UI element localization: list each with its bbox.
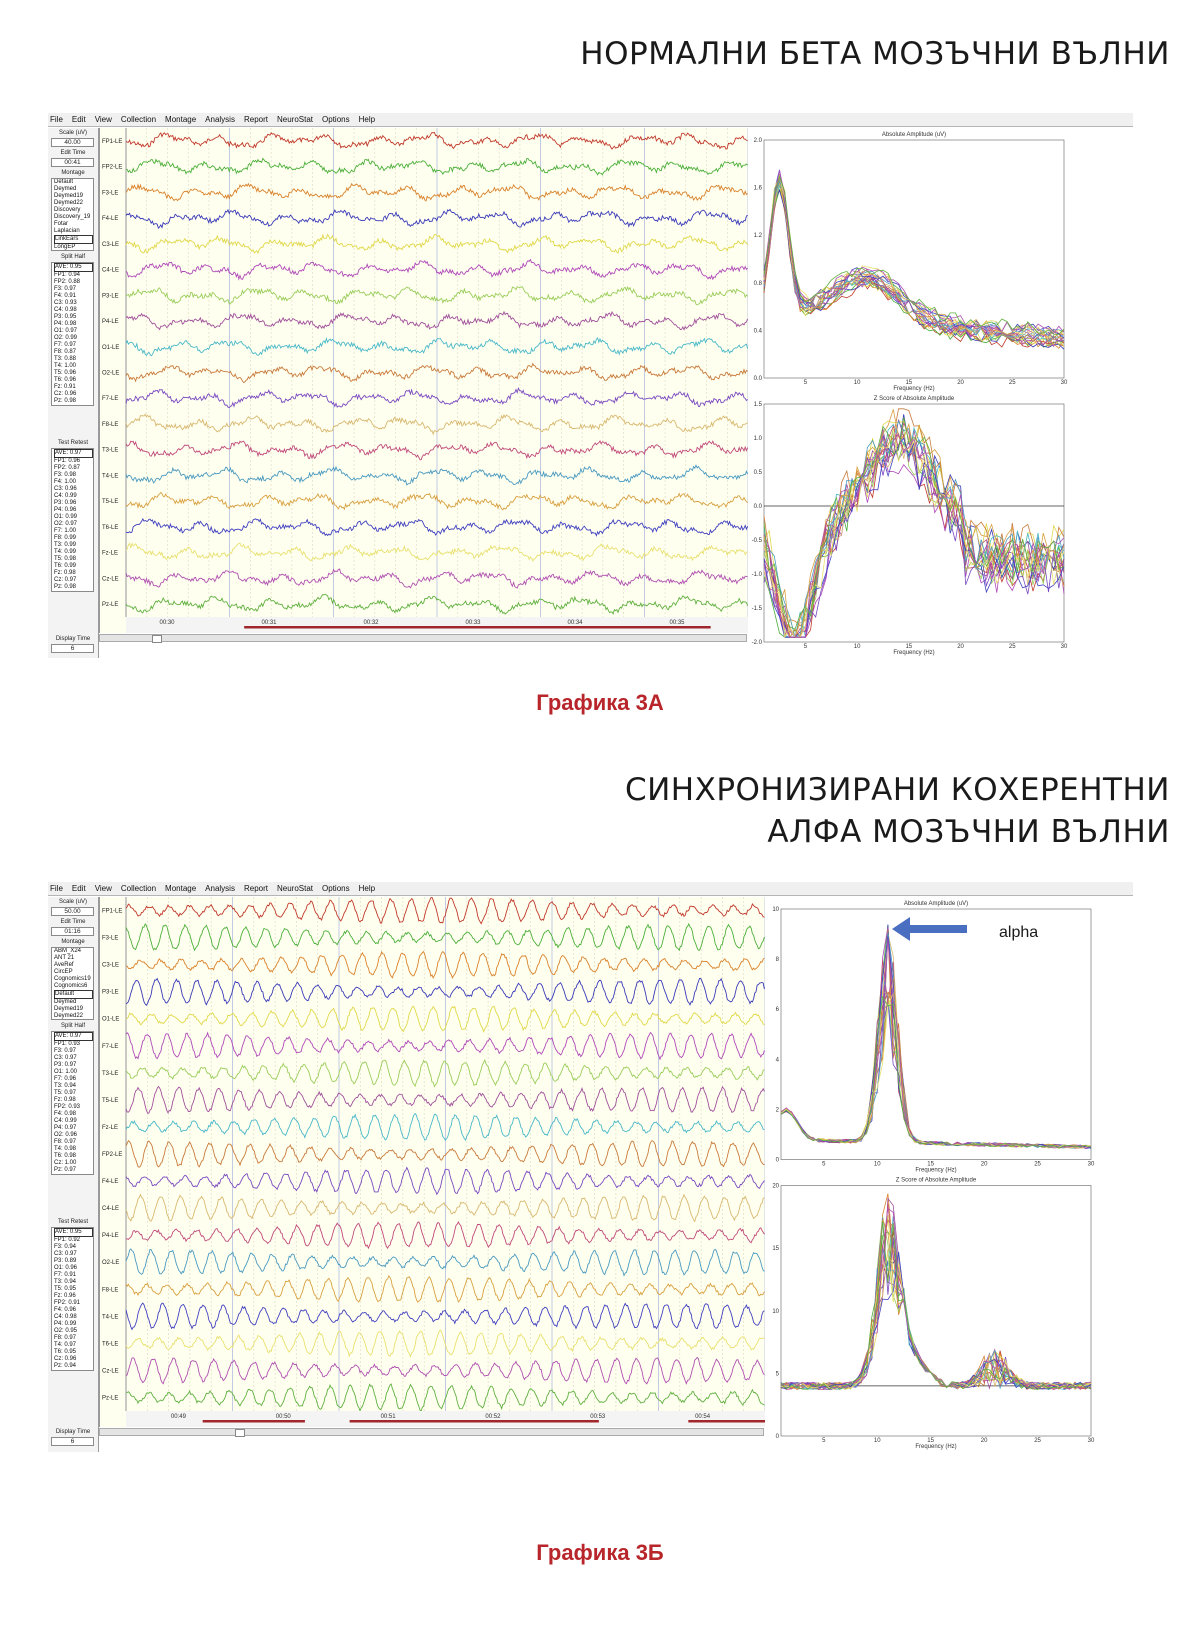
edit-time-field[interactable]: 00:41	[51, 158, 94, 167]
caption-a: Графика 3А	[536, 690, 664, 715]
channel-label: C3-LE	[102, 241, 120, 248]
channel-label: Pz-LE	[102, 1395, 119, 1402]
channel-label: F3-LE	[102, 190, 119, 197]
list-item[interactable]: T4: 0.98	[54, 1146, 77, 1152]
y-tick: 10	[772, 907, 779, 913]
montage-list[interactable]	[51, 947, 94, 1020]
menu-item-view[interactable]: View	[94, 115, 112, 124]
menu-item-edit[interactable]: Edit	[71, 884, 86, 893]
edit-time-label: Edit Time	[60, 919, 86, 925]
time-tick: 00:52	[485, 1414, 501, 1420]
edit-time-field[interactable]: 01:16	[51, 927, 94, 936]
x-tick: 15	[905, 644, 913, 650]
plot-title: Absolute Amplitude (uV)	[903, 901, 969, 907]
list-item[interactable]: Pz: 0.98	[54, 398, 77, 404]
y-tick: 6	[775, 1007, 779, 1014]
channel-label: F3-LE	[102, 935, 119, 942]
list-item[interactable]: C3: 0.93	[54, 300, 77, 306]
x-tick: 20	[957, 380, 964, 386]
list-item[interactable]: O1: 0.97	[54, 328, 78, 334]
list-item[interactable]: P4: 0.96	[54, 507, 77, 513]
time-tick: 00:50	[275, 1414, 291, 1420]
list-item[interactable]: Deymed22	[54, 1013, 84, 1019]
eeg-trace-area[interactable]	[99, 897, 765, 1427]
channel-label: P3-LE	[102, 293, 119, 300]
edit-time-label: Edit Time	[60, 150, 86, 156]
list-item[interactable]: FP1: 0.96	[54, 458, 81, 464]
scale-field[interactable]: 50.00	[51, 907, 94, 916]
channel-label: Cz-LE	[102, 1368, 119, 1375]
list-item[interactable]: T6: 0.96	[54, 377, 77, 383]
list-item[interactable]: C4: 0.99	[54, 1118, 77, 1124]
list-item[interactable]: Cz: 0.97	[54, 577, 77, 583]
y-tick: 1.2	[753, 233, 762, 240]
time-tick: 00:31	[261, 620, 277, 626]
test-retest-label: Test Retest	[57, 1219, 88, 1225]
y-tick: -1.5	[751, 606, 762, 612]
control-sidebar	[48, 128, 99, 658]
list-item[interactable]: C4: 0.99	[54, 493, 77, 499]
list-item[interactable]: Discovery	[54, 207, 81, 213]
display-time-label: Display Time	[55, 636, 91, 642]
channel-label: T4-LE	[102, 1314, 119, 1321]
x-tick: 30	[1060, 644, 1068, 650]
y-tick: 0.0	[753, 376, 762, 382]
list-item[interactable]: Pz: 0.98	[54, 584, 77, 590]
y-tick: -2.0	[751, 640, 762, 646]
menu-item-montage[interactable]: Montage	[165, 884, 197, 893]
x-tick: 30	[1087, 1438, 1095, 1444]
split-half-label: Split Half	[60, 1023, 85, 1029]
list-item[interactable]: Default	[54, 179, 74, 185]
test-retest-list[interactable]	[51, 448, 94, 592]
list-item[interactable]: F7: 0.97	[54, 342, 77, 348]
list-item[interactable]: T3: 0.99	[54, 542, 77, 548]
list-item[interactable]: Fz: 0.96	[54, 1293, 76, 1299]
x-axis-label: Frequency (Hz)	[915, 1167, 957, 1174]
list-item[interactable]: FP1: 0.93	[54, 1041, 81, 1047]
y-tick: 10	[772, 1308, 779, 1315]
list-item[interactable]: Deymed	[54, 999, 77, 1005]
channel-label: O1-LE	[102, 1016, 120, 1023]
list-item[interactable]: Fz: 0.91	[54, 384, 76, 390]
x-tick: 10	[873, 1161, 881, 1168]
x-tick: 5	[803, 644, 808, 650]
channel-label: O1-LE	[102, 344, 120, 351]
channel-label: C4-LE	[102, 1206, 120, 1213]
menu-item-options[interactable]: Options	[322, 884, 350, 893]
y-tick: 0.5	[753, 470, 762, 476]
menu-item-report[interactable]: Report	[243, 115, 268, 124]
list-item[interactable]: Fz: 0.98	[54, 1097, 76, 1103]
list-item[interactable]: O1: 1.00	[54, 1069, 78, 1075]
list-item[interactable]: F7: 0.96	[54, 1076, 77, 1082]
channel-label: FP2-LE	[102, 164, 123, 171]
list-item[interactable]: Deymed	[54, 186, 77, 192]
display-time-label: Display Time	[55, 1429, 91, 1435]
channel-label: FP1-LE	[102, 908, 123, 915]
list-item[interactable]: F7: 0.91	[54, 1272, 77, 1278]
list-item[interactable]: LongEP	[54, 244, 76, 250]
list-item[interactable]: Cz: 1.00	[54, 1160, 77, 1166]
test-retest-list[interactable]	[51, 1227, 94, 1371]
channel-label: T3-LE	[102, 1070, 119, 1077]
y-tick: 2	[775, 1107, 779, 1114]
x-tick: 5	[803, 380, 808, 386]
menu-bar	[48, 882, 1133, 896]
x-axis-label: Frequency (Hz)	[893, 386, 935, 392]
y-tick: 5	[775, 1371, 779, 1378]
time-scrollbar[interactable]	[99, 1428, 764, 1436]
plot-title: Z Score of Absolute Amplitude	[895, 1177, 977, 1184]
list-item[interactable]: FP2: 0.91	[54, 1300, 81, 1306]
time-tick: 00:51	[380, 1414, 396, 1420]
title-a: НОРМАЛНИ БЕТА МОЗЪЧНИ ВЪЛНИ	[580, 36, 1170, 72]
menu-item-collection[interactable]: Collection	[120, 115, 157, 124]
channel-label: O2-LE	[102, 370, 120, 377]
control-sidebar	[48, 897, 99, 1452]
y-tick: 0.4	[753, 328, 762, 335]
title-b-line1: СИНХРОНИЗИРАНИ КОХЕРЕНТНИ	[624, 772, 1170, 808]
x-tick: 25	[1034, 1161, 1041, 1168]
caption-b: Графика 3Б	[536, 1540, 664, 1565]
channel-label: F8-LE	[102, 1287, 119, 1294]
x-tick: 5	[822, 1161, 826, 1168]
absolute-amplitude-plot	[772, 901, 1095, 1174]
x-tick: 5	[822, 1438, 826, 1444]
scale-label: Scale (uV)	[58, 130, 87, 136]
x-tick: 30	[1060, 380, 1068, 386]
time-tick: 00:32	[363, 620, 379, 626]
y-tick: 1.6	[753, 185, 762, 192]
list-item[interactable]: F8: 0.97	[54, 1335, 77, 1341]
scroll-thumb[interactable]	[152, 635, 162, 643]
list-item[interactable]: ABM_X24	[54, 948, 82, 954]
list-item[interactable]: AveRef	[54, 962, 74, 968]
channel-label: P3-LE	[102, 989, 119, 996]
y-tick: 4	[775, 1057, 779, 1064]
channel-label: Cz-LE	[102, 576, 119, 583]
split-half-label: Split Half	[60, 254, 85, 260]
eeg-trace-area[interactable]	[99, 128, 748, 633]
x-tick: 20	[980, 1161, 988, 1168]
list-item[interactable]: Cognomics6	[54, 983, 88, 989]
list-item[interactable]: T4: 1.00	[54, 363, 77, 369]
list-item[interactable]: ANT 21	[54, 955, 75, 961]
x-axis-label: Frequency (Hz)	[893, 650, 935, 656]
test-retest-label: Test Retest	[57, 440, 88, 446]
x-tick: 25	[1008, 380, 1016, 386]
channel-label: FP1-LE	[102, 138, 123, 145]
channel-label: F7-LE	[102, 396, 119, 403]
y-tick: 0.0	[753, 504, 762, 510]
artifact-free-segment	[203, 1420, 305, 1423]
channel-label: P4-LE	[102, 319, 119, 326]
x-tick: 15	[927, 1161, 934, 1168]
channel-label: O2-LE	[102, 1260, 120, 1267]
channel-label: F4-LE	[102, 1179, 119, 1186]
x-tick: 10	[853, 644, 861, 650]
list-item[interactable]: T5: 0.96	[54, 370, 77, 376]
x-tick: 15	[927, 1438, 934, 1444]
list-item[interactable]: O2: 0.95	[54, 1328, 78, 1334]
menu-item-neurostat[interactable]: NeuroStat	[276, 115, 314, 124]
list-item[interactable]: F4: 0.96	[54, 1307, 77, 1313]
channel-label: Fz-LE	[102, 1124, 119, 1131]
x-tick: 15	[905, 380, 913, 386]
channel-label: T5-LE	[102, 1097, 119, 1104]
y-tick: -1.0	[751, 572, 762, 578]
menu-bar	[48, 113, 1133, 127]
list-item[interactable]: F3: 0.98	[54, 472, 77, 478]
menu-item-help[interactable]: Help	[358, 115, 376, 124]
list-item[interactable]: T5: 0.97	[54, 1090, 77, 1096]
list-item[interactable]: C4: 0.98	[54, 307, 77, 313]
x-tick: 30	[1087, 1161, 1095, 1168]
montage-label: Montage	[61, 939, 85, 945]
x-tick: 10	[873, 1438, 881, 1444]
list-item[interactable]: Default	[54, 990, 93, 999]
list-item[interactable]: C3: 0.97	[54, 1251, 77, 1257]
list-item[interactable]: P4: 0.99	[54, 1321, 77, 1327]
split-half-list[interactable]	[51, 1031, 94, 1175]
list-item[interactable]: T5: 0.98	[54, 556, 77, 562]
list-item[interactable]: F7: 1.00	[54, 528, 77, 534]
list-item[interactable]: C3: 0.97	[54, 1055, 77, 1061]
list-item[interactable]: F8: 0.99	[54, 535, 77, 541]
list-item[interactable]: AVE: 0.97	[54, 449, 93, 458]
x-tick: 20	[957, 644, 964, 650]
list-item[interactable]: Cognomics19	[54, 976, 91, 982]
list-item[interactable]: AVE: 0.95	[54, 1228, 93, 1237]
x-tick: 20	[980, 1438, 988, 1444]
channel-label: T5-LE	[102, 499, 119, 506]
list-item[interactable]: FP2: 0.87	[54, 465, 81, 471]
list-item[interactable]: F3: 0.97	[54, 286, 77, 292]
list-item[interactable]: T3: 0.94	[54, 1279, 77, 1285]
artifact-free-segment	[350, 1420, 599, 1423]
list-item[interactable]: T5: 0.95	[54, 1286, 77, 1292]
y-tick: 0.8	[753, 280, 762, 287]
montage-list[interactable]	[51, 178, 94, 251]
list-item[interactable]: FP1: 0.92	[54, 1237, 81, 1243]
plot-title: Absolute Amplitude (uV)	[881, 132, 947, 138]
time-tick: 00:35	[669, 620, 685, 626]
menu-item-collection[interactable]: Collection	[120, 884, 157, 893]
x-tick: 25	[1008, 644, 1016, 650]
scroll-thumb[interactable]	[235, 1429, 245, 1437]
alpha-annotation: alpha	[999, 924, 1039, 941]
list-item[interactable]: F4: 0.98	[54, 1111, 77, 1117]
channel-label: Pz-LE	[102, 602, 119, 609]
channel-label: P4-LE	[102, 1233, 119, 1240]
menu-item-report[interactable]: Report	[243, 884, 268, 893]
y-tick: 20	[772, 1183, 779, 1190]
list-item[interactable]: FP2: 0.93	[54, 1104, 81, 1110]
list-item[interactable]: T3: 0.94	[54, 1083, 77, 1089]
list-item[interactable]: Pz: 0.94	[54, 1363, 77, 1369]
channel-label: C3-LE	[102, 962, 120, 969]
channel-label: F7-LE	[102, 1043, 119, 1050]
list-item[interactable]: F8: 0.87	[54, 349, 77, 355]
list-item[interactable]: P3: 0.96	[54, 500, 77, 506]
display-time-field[interactable]: 6	[51, 644, 94, 653]
absolute-amplitude-plot	[754, 132, 1068, 392]
menu-item-montage[interactable]: Montage	[165, 115, 197, 124]
channel-label: F8-LE	[102, 421, 119, 428]
list-item[interactable]: Laplacian	[54, 228, 80, 234]
channel-label: C4-LE	[102, 267, 120, 274]
list-item[interactable]: P3: 0.95	[54, 314, 77, 320]
channel-label: T4-LE	[102, 473, 119, 480]
list-item[interactable]: P3: 0.97	[54, 1062, 77, 1068]
y-tick: 0	[775, 1157, 779, 1164]
list-item[interactable]: Discovery_19	[54, 214, 91, 220]
channel-label: T6-LE	[102, 1341, 119, 1348]
list-item[interactable]: Pz: 0.97	[54, 1167, 77, 1173]
list-item[interactable]: Cz: 0.96	[54, 1356, 77, 1362]
list-item[interactable]: Fz: 0.98	[54, 570, 76, 576]
list-item[interactable]: F3: 0.97	[54, 1048, 77, 1054]
menu-item-file[interactable]: File	[50, 884, 63, 893]
y-tick: 8	[775, 957, 779, 964]
spectrum-panel	[750, 128, 1070, 656]
y-tick: 0	[775, 1434, 779, 1440]
time-tick: 00:49	[170, 1414, 186, 1420]
list-item[interactable]: O2: 0.97	[54, 521, 78, 527]
list-item[interactable]: C4: 0.98	[54, 1314, 77, 1320]
menu-item-edit[interactable]: Edit	[71, 115, 86, 124]
channel-label: F4-LE	[102, 216, 119, 223]
list-item[interactable]: T4: 0.99	[54, 549, 77, 555]
artifact-free-segment	[244, 626, 711, 629]
zscore-plot	[772, 1178, 1095, 1451]
menu-item-help[interactable]: Help	[358, 884, 376, 893]
list-item[interactable]: FP2: 0.88	[54, 279, 81, 285]
menu-item-analysis[interactable]: Analysis	[205, 115, 235, 124]
neuroguide-window-b	[48, 882, 1133, 1452]
list-item[interactable]: F4: 1.00	[54, 479, 77, 485]
x-tick: 25	[1034, 1438, 1041, 1444]
display-time-field[interactable]: 6	[51, 1437, 94, 1446]
list-item[interactable]: Fotar	[54, 221, 69, 227]
y-tick: -0.5	[751, 538, 762, 544]
time-tick: 00:30	[159, 620, 175, 626]
menu-item-view[interactable]: View	[94, 884, 112, 893]
y-tick: 2.0	[753, 138, 762, 144]
list-item[interactable]: O2: 0.99	[54, 335, 78, 341]
menu-item-analysis[interactable]: Analysis	[205, 884, 235, 893]
list-item[interactable]: T6: 0.95	[54, 1349, 77, 1355]
montage-label: Montage	[61, 170, 85, 176]
x-tick: 10	[853, 380, 861, 386]
list-item[interactable]: O1: 0.99	[54, 514, 78, 520]
time-tick: 00:34	[567, 620, 583, 626]
time-tick: 00:33	[465, 620, 481, 626]
list-item[interactable]: O1: 0.96	[54, 1265, 78, 1271]
list-item[interactable]: AVE: 0.97	[54, 1032, 93, 1041]
menu-item-neurostat[interactable]: NeuroStat	[276, 884, 314, 893]
split-half-list[interactable]	[51, 262, 94, 406]
zscore-plot	[752, 396, 1068, 656]
title-b-line2: АЛФА МОЗЪЧНИ ВЪЛНИ	[767, 814, 1170, 850]
list-item[interactable]: F8: 0.97	[54, 1139, 77, 1145]
y-tick: 15	[772, 1246, 779, 1253]
channel-label: Fz-LE	[102, 550, 119, 557]
list-item[interactable]: LinkEars	[54, 235, 93, 244]
y-tick: 1.5	[753, 402, 762, 408]
menu-item-options[interactable]: Options	[322, 115, 350, 124]
list-item[interactable]: O2: 0.96	[54, 1132, 78, 1138]
time-tick: 00:53	[590, 1414, 606, 1420]
list-item[interactable]: C3: 0.96	[54, 486, 77, 492]
list-item[interactable]: F4: 0.91	[54, 293, 77, 299]
channel-label: T6-LE	[102, 524, 119, 531]
list-item[interactable]: CircEP	[54, 969, 73, 975]
plot-title: Z Score of Absolute Amplitude	[873, 396, 955, 402]
list-item[interactable]: F3: 0.94	[54, 1244, 77, 1250]
list-item[interactable]: Deymed22	[54, 200, 84, 206]
menu-item-file[interactable]: File	[50, 115, 63, 124]
list-item[interactable]: FP1: 0.94	[54, 272, 81, 278]
list-item[interactable]: AVE: 0.95	[54, 263, 93, 272]
list-item[interactable]: Deymed19	[54, 193, 84, 199]
scale-label: Scale (uV)	[58, 899, 87, 905]
y-tick: 1.0	[753, 436, 762, 442]
neuroguide-window-a	[48, 113, 1133, 658]
list-item[interactable]: T6: 0.98	[54, 1153, 77, 1159]
time-tick: 00:54	[695, 1414, 711, 1420]
channel-label: FP2-LE	[102, 1152, 123, 1158]
list-item[interactable]: T4: 0.97	[54, 1342, 77, 1348]
list-item[interactable]: P4: 0.98	[54, 321, 77, 327]
list-item[interactable]: T6: 0.99	[54, 563, 77, 569]
channel-label: T3-LE	[102, 447, 119, 454]
time-scrollbar[interactable]	[99, 634, 747, 642]
spectrum-panel	[767, 897, 1097, 1450]
x-axis-label: Frequency (Hz)	[915, 1444, 957, 1450]
list-item[interactable]: Deymed19	[54, 1006, 84, 1012]
artifact-free-segment	[688, 1420, 765, 1423]
list-item[interactable]: P3: 0.89	[54, 1258, 77, 1264]
list-item[interactable]: P4: 0.97	[54, 1125, 77, 1131]
scale-field[interactable]: 40.00	[51, 138, 94, 147]
list-item[interactable]: T3: 0.88	[54, 356, 77, 362]
list-item[interactable]: Cz: 0.96	[54, 391, 77, 397]
